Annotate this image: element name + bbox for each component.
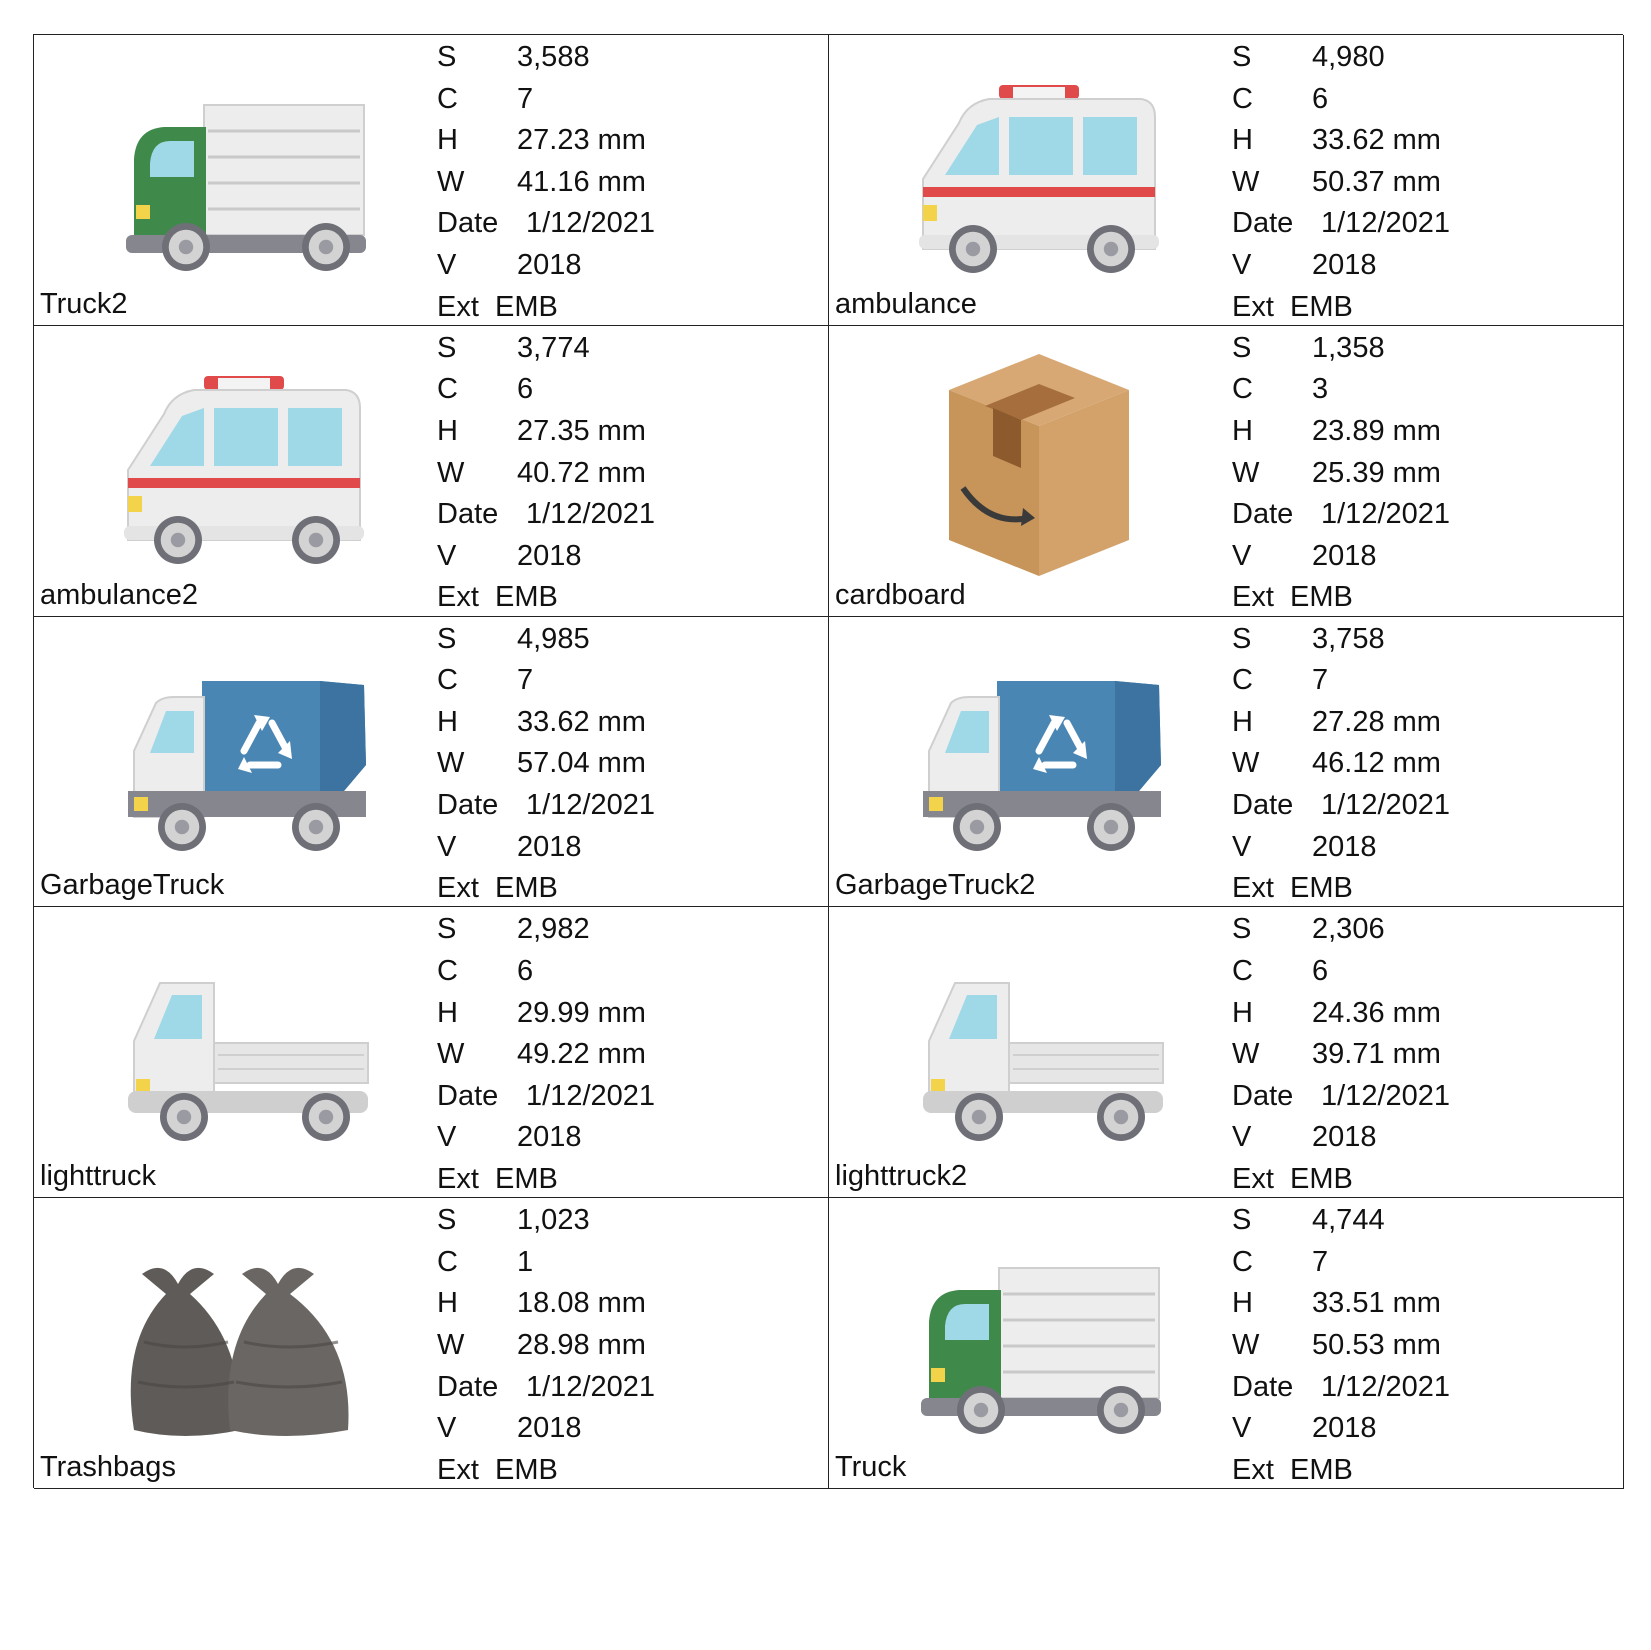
spec-label: H	[1232, 705, 1253, 738]
spec-value: 2018	[517, 1412, 582, 1445]
spec-value: 41.16 mm	[517, 165, 646, 198]
design-name: lighttruck2	[835, 1160, 968, 1193]
spec-row-w	[1232, 743, 1612, 785]
spec-value: 27.23 mm	[517, 124, 646, 157]
spec-row-s	[1232, 328, 1612, 370]
spec-value: 1/12/2021	[526, 788, 656, 821]
spec-row-w	[1232, 1325, 1612, 1367]
spec-label: C	[1232, 1245, 1253, 1278]
spec-label: W	[1232, 1038, 1260, 1071]
design-specs	[437, 619, 817, 910]
spec-label: H	[437, 1287, 458, 1320]
design-name: ambulance2	[40, 578, 198, 611]
design-specs	[1232, 37, 1612, 328]
spec-label: S	[437, 1204, 457, 1237]
spec-row-v	[1232, 1117, 1612, 1159]
spec-label: Ext	[1232, 1453, 1274, 1486]
spec-label: H	[437, 705, 458, 738]
spec-label: H	[1232, 414, 1253, 447]
spec-label: H	[1232, 1287, 1253, 1320]
spec-value: EMB	[1290, 290, 1353, 323]
spec-label: W	[1232, 1328, 1260, 1361]
spec-value: 2018	[517, 248, 582, 281]
box-truck-green-icon	[889, 1222, 1169, 1452]
spec-label: Ext	[437, 1453, 479, 1486]
design-name: cardboard	[835, 578, 966, 611]
spec-row-h	[1232, 1283, 1612, 1325]
spec-row-v	[437, 536, 817, 578]
spec-label: H	[1232, 124, 1253, 157]
spec-value: 1/12/2021	[526, 1079, 656, 1112]
spec-label: Date	[1232, 788, 1294, 821]
spec-row-w	[437, 1034, 817, 1076]
spec-label: S	[1232, 622, 1252, 655]
spec-label: C	[437, 664, 458, 697]
spec-label: S	[1232, 1204, 1252, 1237]
spec-value: 24.36 mm	[1312, 996, 1441, 1029]
spec-label: Ext	[1232, 290, 1274, 323]
spec-label: Ext	[1232, 1162, 1274, 1195]
spec-value: 1	[517, 1245, 534, 1278]
spec-value: 4,744	[1312, 1204, 1385, 1237]
spec-row-s	[1232, 1200, 1612, 1242]
design-cell	[34, 35, 829, 326]
spec-value: 1/12/2021	[526, 498, 656, 531]
spec-label: C	[437, 373, 458, 406]
spec-label: Date	[437, 788, 499, 821]
spec-row-w	[437, 453, 817, 495]
spec-row-c	[1232, 951, 1612, 993]
spec-value: EMB	[495, 581, 558, 614]
spec-value: 1/12/2021	[1321, 207, 1451, 240]
spec-label: H	[437, 124, 458, 157]
spec-label: Ext	[1232, 872, 1274, 905]
spec-label: V	[1232, 248, 1252, 281]
spec-row-c	[437, 951, 817, 993]
spec-row-h	[437, 993, 817, 1035]
design-sheet-table	[33, 34, 1623, 1488]
spec-row-c	[437, 1242, 817, 1284]
spec-value: 2,306	[1312, 913, 1385, 946]
trash-bags-icon	[94, 1222, 374, 1452]
spec-value: 7	[1312, 664, 1329, 697]
spec-value: 4,980	[1312, 41, 1385, 73]
spec-value: 2018	[1312, 1412, 1377, 1445]
spec-row-s	[437, 619, 817, 661]
design-thumbnail	[889, 641, 1169, 871]
design-name: GarbageTruck	[40, 869, 225, 902]
spec-label: V	[437, 1121, 457, 1154]
spec-value: 2018	[1312, 248, 1377, 281]
spec-value: 3,588	[517, 41, 590, 73]
spec-row-ext	[437, 1450, 817, 1492]
spec-value: 2018	[517, 830, 582, 863]
spec-value: 33.51 mm	[1312, 1287, 1441, 1320]
spec-row-ext	[437, 868, 817, 910]
spec-label: C	[1232, 954, 1253, 987]
spec-value: 57.04 mm	[517, 747, 646, 780]
design-specs	[1232, 328, 1612, 619]
spec-value: 6	[517, 373, 534, 406]
spec-row-h	[437, 1283, 817, 1325]
spec-label: S	[437, 331, 457, 364]
spec-row-v	[1232, 1408, 1612, 1450]
design-specs	[437, 37, 817, 328]
spec-row-c	[437, 369, 817, 411]
spec-row-w	[437, 743, 817, 785]
spec-value: EMB	[1290, 581, 1353, 614]
design-cell	[829, 907, 1624, 1198]
design-cell	[829, 1198, 1624, 1489]
spec-row-v	[437, 1117, 817, 1159]
spec-value: 7	[517, 82, 534, 115]
spec-row-date	[1232, 494, 1612, 536]
spec-row-ext	[437, 1159, 817, 1201]
garbage-truck-icon	[889, 641, 1169, 871]
spec-value: 18.08 mm	[517, 1287, 646, 1320]
design-thumbnail	[94, 641, 374, 871]
spec-value: EMB	[495, 1453, 558, 1486]
spec-label: Date	[1232, 498, 1294, 531]
spec-row-ext	[1232, 287, 1612, 329]
spec-label: Date	[1232, 1370, 1294, 1403]
spec-label: Date	[437, 207, 499, 240]
ambulance-van-icon	[889, 59, 1169, 289]
spec-value: 3,774	[517, 331, 590, 364]
spec-value: EMB	[1290, 1162, 1353, 1195]
spec-row-s	[1232, 909, 1612, 951]
spec-label: S	[1232, 331, 1252, 364]
design-cell	[34, 907, 829, 1198]
spec-value: 28.98 mm	[517, 1328, 646, 1361]
spec-value: 1/12/2021	[1321, 498, 1451, 531]
spec-row-c	[1232, 79, 1612, 121]
spec-label: C	[1232, 82, 1253, 115]
spec-value: 27.28 mm	[1312, 705, 1441, 738]
design-cell	[829, 35, 1624, 326]
spec-label: Date	[1232, 1079, 1294, 1112]
spec-row-h	[1232, 993, 1612, 1035]
spec-row-date	[1232, 1076, 1612, 1118]
spec-value: 4,985	[517, 622, 590, 655]
spec-value: 27.35 mm	[517, 414, 646, 447]
spec-label: W	[1232, 456, 1260, 489]
spec-row-v	[437, 1408, 817, 1450]
spec-label: W	[437, 1038, 465, 1071]
spec-row-w	[437, 1325, 817, 1367]
spec-value: 6	[517, 954, 534, 987]
spec-label: S	[1232, 913, 1252, 946]
spec-row-h	[437, 411, 817, 453]
box-truck-green-icon	[94, 59, 374, 289]
spec-value: 50.37 mm	[1312, 165, 1441, 198]
spec-label: V	[1232, 830, 1252, 863]
spec-value: 7	[517, 664, 534, 697]
spec-value: 1/12/2021	[526, 1370, 656, 1403]
design-cell	[829, 617, 1624, 908]
spec-label: Ext	[437, 581, 479, 614]
spec-label: C	[1232, 373, 1253, 406]
spec-value: 6	[1312, 954, 1329, 987]
spec-row-date	[1232, 1367, 1612, 1409]
design-specs	[1232, 909, 1612, 1200]
spec-row-s	[437, 328, 817, 370]
spec-value: EMB	[495, 290, 558, 323]
design-thumbnail	[889, 59, 1169, 289]
spec-value: 2,982	[517, 913, 590, 946]
design-name: Truck2	[40, 287, 128, 320]
spec-row-c	[1232, 660, 1612, 702]
design-thumbnail	[94, 59, 374, 289]
spec-value: 1,358	[1312, 331, 1385, 364]
spec-row-s	[1232, 619, 1612, 661]
spec-row-date	[437, 203, 817, 245]
spec-value: 23.89 mm	[1312, 414, 1441, 447]
spec-label: V	[1232, 539, 1252, 572]
spec-value: 1,023	[517, 1204, 590, 1237]
spec-label: V	[1232, 1412, 1252, 1445]
design-name: ambulance	[835, 287, 977, 320]
spec-label: Date	[1232, 207, 1294, 240]
design-name: lighttruck	[40, 1160, 157, 1193]
spec-value: 6	[1312, 82, 1329, 115]
spec-value: 2018	[1312, 539, 1377, 572]
spec-label: S	[437, 913, 457, 946]
garbage-truck-icon	[94, 641, 374, 871]
spec-label: H	[437, 414, 458, 447]
spec-row-h	[1232, 702, 1612, 744]
spec-row-h	[1232, 120, 1612, 162]
design-cell	[34, 1198, 829, 1489]
spec-row-ext	[437, 577, 817, 619]
spec-row-h	[437, 702, 817, 744]
spec-row-date	[437, 785, 817, 827]
spec-label: H	[437, 996, 458, 1029]
design-specs	[437, 1200, 817, 1491]
spec-row-w	[1232, 1034, 1612, 1076]
spec-value: 39.71 mm	[1312, 1038, 1441, 1071]
spec-label: C	[437, 954, 458, 987]
design-specs	[437, 909, 817, 1200]
spec-row-w	[1232, 453, 1612, 495]
spec-row-date	[1232, 203, 1612, 245]
cardboard-box-icon	[889, 350, 1169, 580]
spec-label: Date	[437, 1370, 499, 1403]
spec-value: 2018	[517, 1121, 582, 1154]
design-cell	[829, 326, 1624, 617]
design-thumbnail	[94, 350, 374, 580]
spec-label: V	[1232, 1121, 1252, 1154]
spec-label: Ext	[437, 1162, 479, 1195]
spec-value: 1/12/2021	[1321, 1370, 1451, 1403]
spec-label: S	[437, 41, 457, 73]
spec-value: EMB	[495, 872, 558, 905]
spec-value: 2018	[1312, 830, 1377, 863]
design-thumbnail	[889, 1222, 1169, 1452]
design-thumbnail	[889, 931, 1169, 1161]
spec-value: EMB	[1290, 872, 1353, 905]
spec-label: V	[437, 539, 457, 572]
spec-label: W	[437, 165, 465, 198]
ambulance-van-icon	[94, 350, 374, 580]
spec-value: EMB	[495, 1162, 558, 1195]
design-specs	[437, 328, 817, 619]
spec-row-date	[437, 494, 817, 536]
spec-row-w	[437, 162, 817, 204]
spec-row-v	[1232, 827, 1612, 869]
light-truck-icon	[94, 931, 374, 1161]
spec-row-v	[437, 827, 817, 869]
design-cell	[34, 326, 829, 617]
spec-value: 3	[1312, 373, 1329, 406]
spec-label: C	[437, 82, 458, 115]
spec-label: Ext	[1232, 581, 1274, 614]
design-name: Trashbags	[40, 1450, 176, 1483]
spec-row-v	[437, 245, 817, 287]
design-specs	[1232, 619, 1612, 910]
spec-label: H	[1232, 996, 1253, 1029]
spec-label: W	[437, 456, 465, 489]
spec-row-c	[437, 660, 817, 702]
design-name: Truck	[835, 1450, 907, 1483]
spec-value: 50.53 mm	[1312, 1328, 1441, 1361]
design-thumbnail	[94, 1222, 374, 1452]
spec-value: EMB	[1290, 1453, 1353, 1486]
spec-value: 7	[1312, 1245, 1329, 1278]
spec-value: 40.72 mm	[517, 456, 646, 489]
spec-label: S	[437, 622, 457, 655]
design-name: GarbageTruck2	[835, 869, 1036, 902]
spec-row-s	[1232, 37, 1612, 79]
spec-value: 3,758	[1312, 622, 1385, 655]
spec-label: W	[1232, 165, 1260, 198]
spec-label: V	[437, 248, 457, 281]
spec-value: 2018	[1312, 1121, 1377, 1154]
spec-value: 1/12/2021	[1321, 1079, 1451, 1112]
spec-label: Date	[437, 1079, 499, 1112]
spec-row-s	[437, 37, 817, 79]
spec-row-h	[1232, 411, 1612, 453]
spec-row-date	[437, 1367, 817, 1409]
spec-row-c	[1232, 1242, 1612, 1284]
spec-value: 46.12 mm	[1312, 747, 1441, 780]
spec-row-c	[1232, 369, 1612, 411]
design-thumbnail	[889, 350, 1169, 580]
spec-value: 1/12/2021	[1321, 788, 1451, 821]
light-truck-icon	[889, 931, 1169, 1161]
spec-row-h	[437, 120, 817, 162]
spec-label: S	[1232, 41, 1252, 73]
spec-label: V	[437, 830, 457, 863]
spec-row-ext	[1232, 868, 1612, 910]
spec-row-ext	[1232, 1159, 1612, 1201]
spec-row-ext	[1232, 577, 1612, 619]
spec-label: W	[437, 747, 465, 780]
spec-label: V	[437, 1412, 457, 1445]
spec-label: Ext	[437, 872, 479, 905]
spec-row-date	[437, 1076, 817, 1118]
spec-value: 33.62 mm	[517, 705, 646, 738]
spec-value: 33.62 mm	[1312, 124, 1441, 157]
design-thumbnail	[94, 931, 374, 1161]
spec-value: 2018	[517, 539, 582, 572]
spec-row-w	[1232, 162, 1612, 204]
spec-row-s	[437, 1200, 817, 1242]
spec-value: 1/12/2021	[526, 207, 656, 240]
spec-value: 49.22 mm	[517, 1038, 646, 1071]
spec-row-ext	[1232, 1450, 1612, 1492]
spec-label: C	[437, 1245, 458, 1278]
spec-row-v	[1232, 536, 1612, 578]
spec-label: C	[1232, 664, 1253, 697]
design-cell	[34, 617, 829, 908]
spec-value: 29.99 mm	[517, 996, 646, 1029]
spec-label: W	[437, 1328, 465, 1361]
design-specs	[1232, 1200, 1612, 1491]
spec-label: W	[1232, 747, 1260, 780]
spec-row-v	[1232, 245, 1612, 287]
spec-row-c	[437, 79, 817, 121]
spec-row-ext	[437, 287, 817, 329]
spec-label: Ext	[437, 290, 479, 323]
spec-row-s	[437, 909, 817, 951]
spec-row-date	[1232, 785, 1612, 827]
spec-label: Date	[437, 498, 499, 531]
spec-value: 25.39 mm	[1312, 456, 1441, 489]
